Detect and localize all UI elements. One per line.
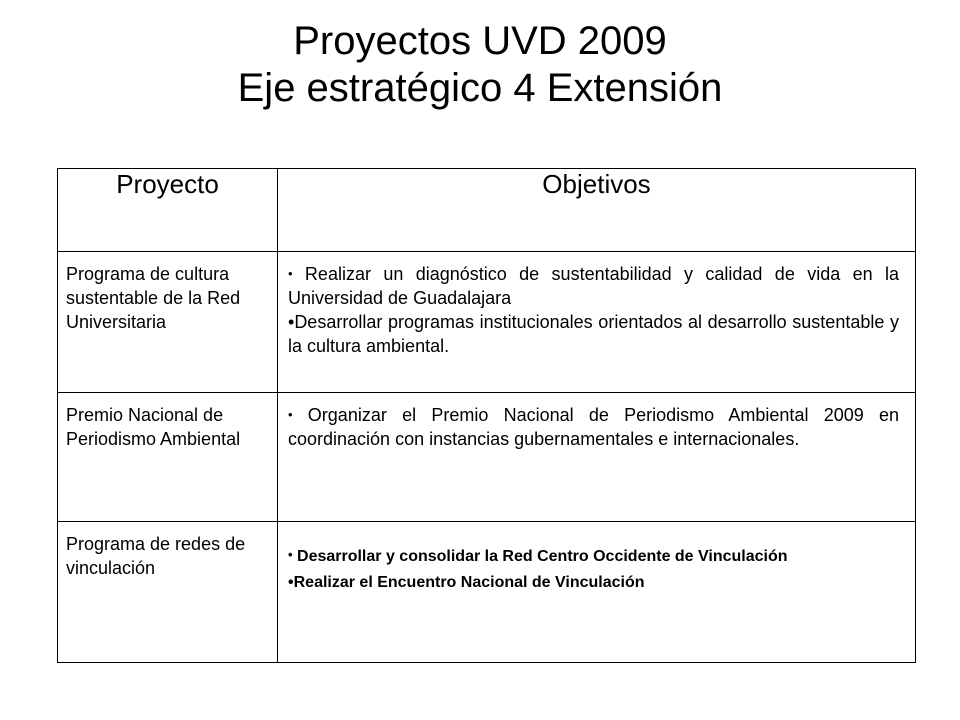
objective-item bbox=[288, 310, 899, 358]
header-project: Proyecto bbox=[58, 169, 278, 252]
bullet: • bbox=[288, 312, 295, 332]
objective-item bbox=[288, 544, 899, 568]
project-cell bbox=[58, 393, 278, 522]
objectives-cell bbox=[278, 393, 916, 522]
project-cell bbox=[58, 522, 278, 663]
objective-text: Desarrollar programas institucionales orientados al desarrollo sustentable y la cultura ambiental. bbox=[288, 312, 899, 356]
projects-table bbox=[57, 168, 916, 663]
table-row bbox=[58, 252, 916, 393]
objective-text: Realizar el Encuentro Nacional de Vinculación bbox=[293, 574, 645, 591]
objectives-list bbox=[278, 522, 915, 594]
header-objectives: Objetivos bbox=[278, 169, 916, 252]
slide-title bbox=[0, 18, 960, 112]
table-header-row bbox=[58, 169, 916, 252]
bullet: • bbox=[288, 574, 294, 591]
objective-text: Realizar un diagnóstico de sustentabilidad y calidad de vida en la Universidad de Guadalajara bbox=[288, 264, 899, 308]
objective-item bbox=[288, 262, 899, 310]
project-name: Programa de redes de vinculación bbox=[66, 534, 246, 578]
title-line-2: Eje estratégico 4 Extensión bbox=[237, 66, 723, 110]
project-cell bbox=[58, 252, 278, 393]
objective-text: Organizar el Premio Nacional de Periodismo Ambiental 2009 en coordinación con instancias gubernamentales e internacionales. bbox=[288, 405, 899, 449]
objectives-cell bbox=[278, 522, 916, 663]
objectives-list bbox=[278, 393, 915, 451]
project-name: Programa de cultura sustentable de la Red Universitaria bbox=[66, 264, 241, 332]
table-row bbox=[58, 393, 916, 522]
table-row bbox=[58, 522, 916, 663]
objectives-list bbox=[278, 252, 915, 358]
objectives-cell bbox=[278, 252, 916, 393]
bullet: • bbox=[288, 407, 293, 422]
project-name: Premio Nacional de Periodismo Ambiental bbox=[66, 405, 241, 449]
objective-text: Desarrollar y consolidar la Red Centro Occidente de Vinculación bbox=[292, 548, 788, 565]
objective-item bbox=[288, 403, 899, 451]
objective-item bbox=[288, 572, 899, 594]
bullet: • bbox=[288, 547, 293, 562]
title-line-1: Proyectos UVD 2009 bbox=[293, 19, 667, 63]
bullet: • bbox=[288, 266, 293, 281]
